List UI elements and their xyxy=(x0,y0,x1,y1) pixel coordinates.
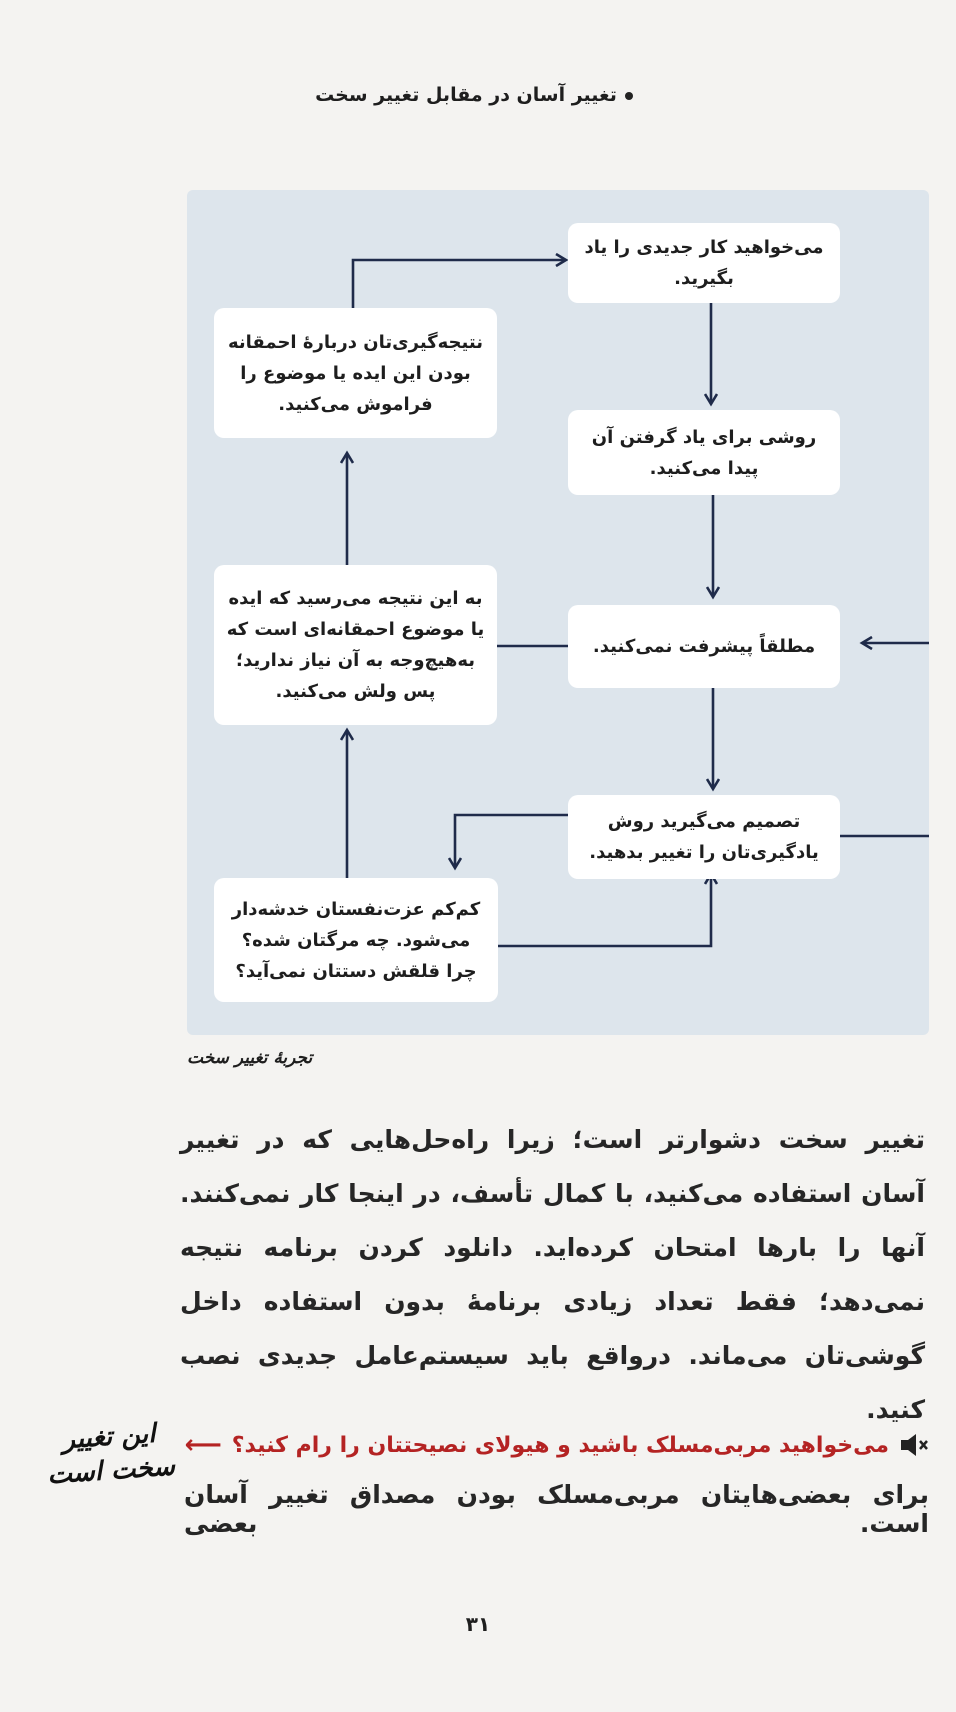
running-header xyxy=(0,84,956,106)
header-title: تغییر آسان در مقابل تغییر سخت xyxy=(315,84,617,106)
figure-caption: تجربهٔ تغییر سخت xyxy=(187,1048,313,1068)
arrow-forget-to-learn xyxy=(353,260,566,308)
body-paragraph: تغییر سخت دشوارتر است؛ زیرا راه‌حل‌هایی که در تغییر آسان استفاده می‌کنید، با کمال تأسف، در اینجا کار نمی‌کنند. آنها را بارها امتحان کرده‌اید. دانلود کردن برنامه نتیجه نمی‌دهد؛ فقط تعداد زیادی برنامهٔ بدون استفاده داخل گوشی‌تان می‌ماند. درواقع باید سیستم‌عامل جدیدی نصب کنید. xyxy=(180,1125,925,1424)
header-bullet-icon xyxy=(625,92,633,100)
arrow-decide-loop xyxy=(840,643,929,836)
speaker-icon xyxy=(899,1432,929,1458)
arrow-decide-to-selfesteem xyxy=(455,815,568,868)
box-decide: تصمیم می‌گیرید روش یادگیری‌تان را تغییر بدهید. xyxy=(568,795,840,879)
body-paragraph-continued: برای بعضی‌هایتان مربی‌مسلک بودن مصداق تغییر آسان است. بعضی xyxy=(184,1480,929,1538)
flowchart-figure xyxy=(187,190,929,1035)
handwritten-margin-note: این تغییر سخت است xyxy=(46,1418,176,1491)
box-selfesteem: کم‌کم عزت‌نفستان خدشه‌دار می‌شود. چه مرگتان شده؟ چرا قلقش دستتان نمی‌آید؟ xyxy=(214,878,498,1002)
highlighted-question xyxy=(184,1430,929,1460)
red-arrow-icon: ⟵ xyxy=(184,1430,222,1460)
question-text: می‌خواهید مربی‌مسلک باشید و هیولای نصیحتتان را رام کنید؟ xyxy=(231,1432,889,1458)
box-noprogress: مطلقاً پیشرفت نمی‌کنید. xyxy=(568,605,840,688)
page-number: ۳۱ xyxy=(465,1612,491,1636)
box-forget: نتیجه‌گیری‌تان دربارهٔ احمقانه بودن این ایده یا موضوع را فراموش می‌کنید. xyxy=(214,308,497,438)
box-learn: می‌خواهید کار جدیدی را یاد بگیرید. xyxy=(568,223,840,303)
arrow-selfesteem-to-decide xyxy=(498,874,711,946)
box-method: روشی برای یاد گرفتن آن پیدا می‌کنید. xyxy=(568,410,840,495)
box-conclude: به این نتیجه می‌رسید که ایده یا موضوع احمقانه‌ای است که به‌هیچ‌وجه به آن نیاز ندارید؛ پس ولش می‌کنید. xyxy=(214,565,497,725)
